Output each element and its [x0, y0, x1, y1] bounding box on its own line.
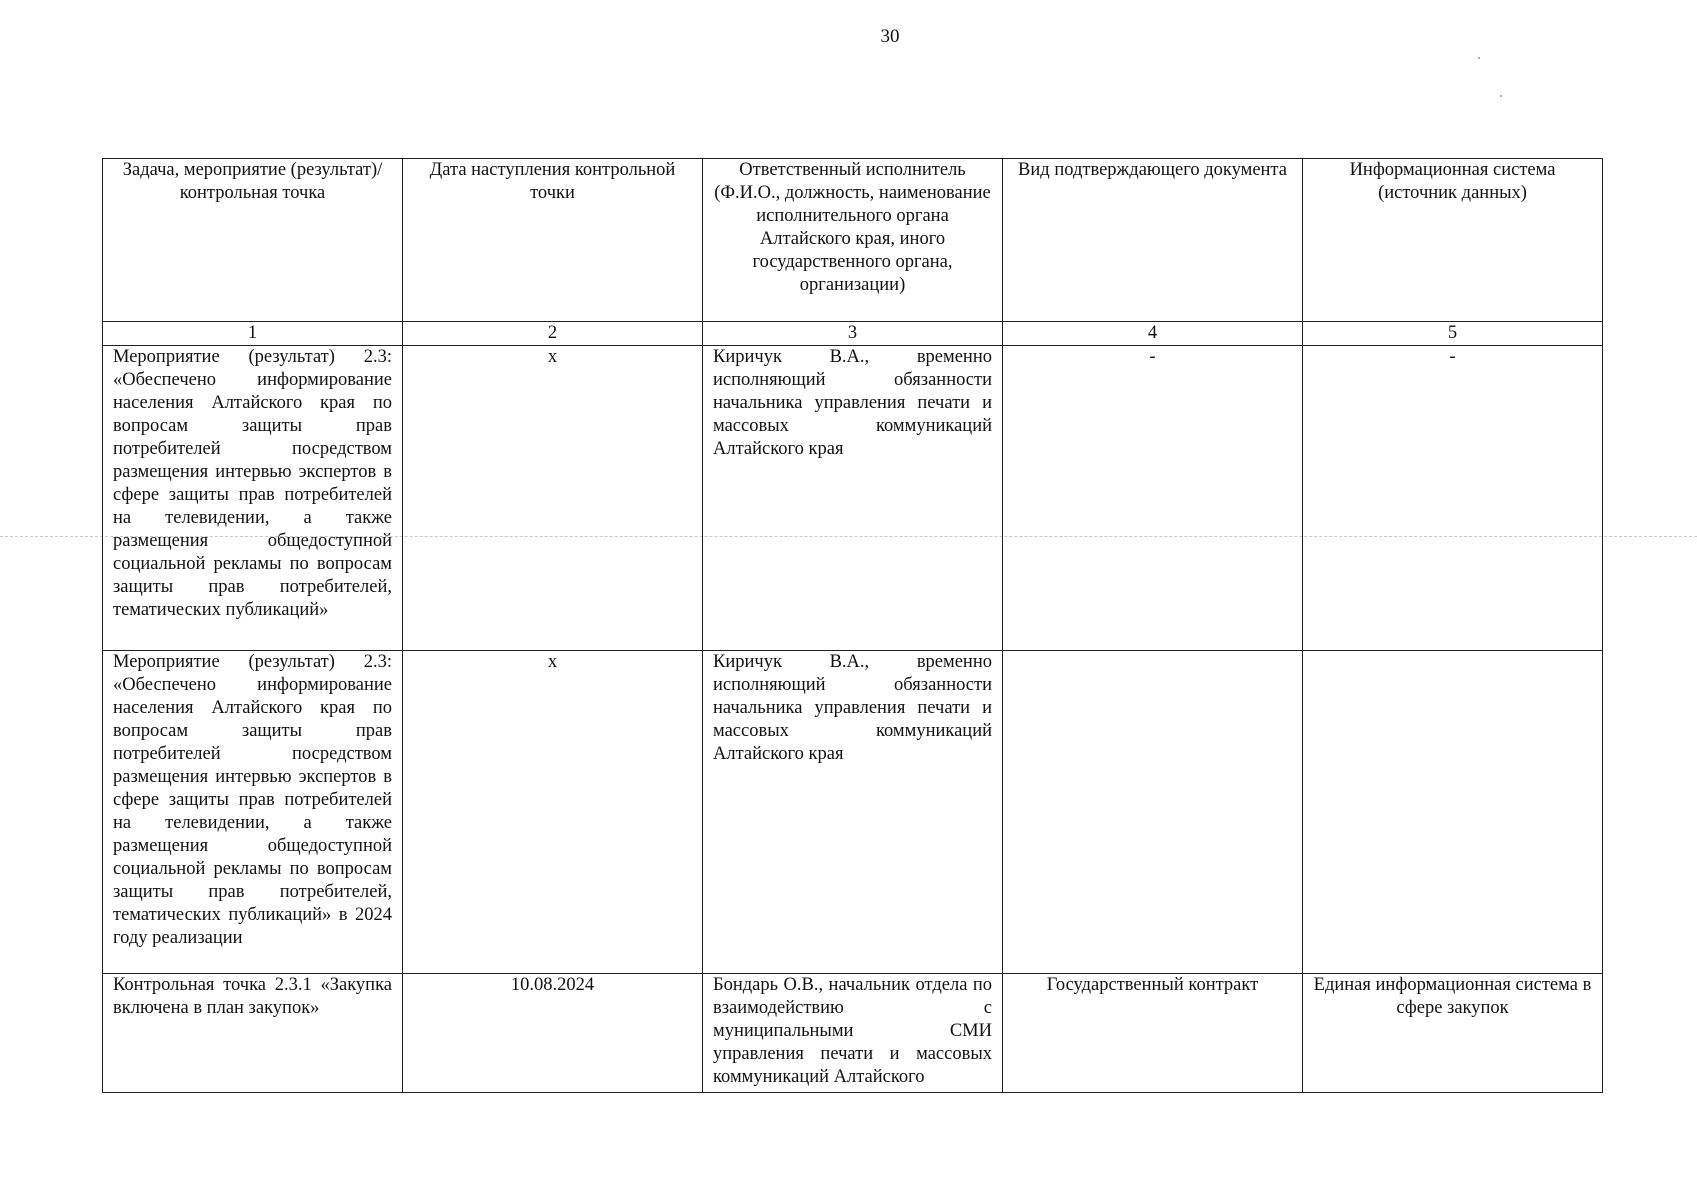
column-number: 5	[1303, 322, 1603, 346]
table-row	[103, 346, 1603, 651]
control-points-table	[102, 158, 1603, 1093]
header-responsible: Ответственный исполнитель (Ф.И.О., должность, наименование исполнительного органа Алтайского края, иного государственного органа, организации)	[703, 159, 1003, 322]
document-cell: -	[1003, 346, 1303, 651]
header-task: Задача, мероприятие (результат)/ контрольная точка	[103, 159, 403, 322]
date-text: 10.08.2024	[510, 975, 595, 995]
column-number: 1	[103, 322, 403, 346]
document-text: Государственный контракт	[1046, 975, 1259, 995]
column-number: 4	[1003, 322, 1303, 346]
document-cell	[1003, 974, 1303, 1093]
system-cell: -	[1303, 346, 1603, 651]
task-text: Контрольная точка 2.3.1 «Закупка включена в план закупок»	[113, 975, 392, 1018]
scan-speck	[1500, 95, 1502, 97]
task-cell: Мероприятие (результат) 2.3: «Обеспечено информирование населения Алтайского края по вопросам защиты прав потребителей посредством размещения интервью экспертов в сфере защиты прав потребителей на телевидении, а также размещения общедоступной социальной рекламы по вопросам защиты прав потребителей, тематических публикаций»	[103, 346, 403, 651]
task-cell: Мероприятие (результат) 2.3: «Обеспечено информирование населения Алтайского края по вопросам защиты прав потребителей посредством размещения интервью экспертов в сфере защиты прав потребителей на телевидении, а также размещения общедоступной социальной рекламы по вопросам защиты прав потребителей, тематических публикаций» в 2024 году реализации	[103, 651, 403, 974]
system-cell	[1303, 651, 1603, 974]
header-system: Информационная система (источник данных)	[1303, 159, 1603, 322]
header-document: Вид подтверждающего документа	[1003, 159, 1303, 322]
column-number-row	[103, 322, 1603, 346]
responsible-text: Бондарь О.В., начальник отдела по взаимодействию с муниципальными СМИ управления печати и массовых коммуникаций Алтайского	[713, 975, 992, 1087]
responsible-cell	[703, 974, 1003, 1093]
column-number: 3	[703, 322, 1003, 346]
page-number: 30	[880, 26, 900, 47]
table-row	[103, 974, 1603, 1093]
system-text: Единая информационная система в сфере закупок	[1313, 975, 1592, 1018]
date-cell: х	[403, 651, 703, 974]
document-cell	[1003, 651, 1303, 974]
date-cell	[403, 974, 703, 1093]
responsible-cell: Киричук В.А., временно исполняющий обязанности начальника управления печати и массовых коммуникаций Алтайского края	[703, 346, 1003, 651]
date-cell: х	[403, 346, 703, 651]
task-cell	[103, 974, 403, 1093]
table-header-row	[103, 159, 1603, 322]
scan-speck	[1478, 57, 1480, 59]
table-row	[103, 651, 1603, 974]
header-date: Дата наступления контрольной точки	[403, 159, 703, 322]
column-number: 2	[403, 322, 703, 346]
responsible-cell: Киричук В.А., временно исполняющий обязанности начальника управления печати и массовых коммуникаций Алтайского края	[703, 651, 1003, 974]
system-cell	[1303, 974, 1603, 1093]
